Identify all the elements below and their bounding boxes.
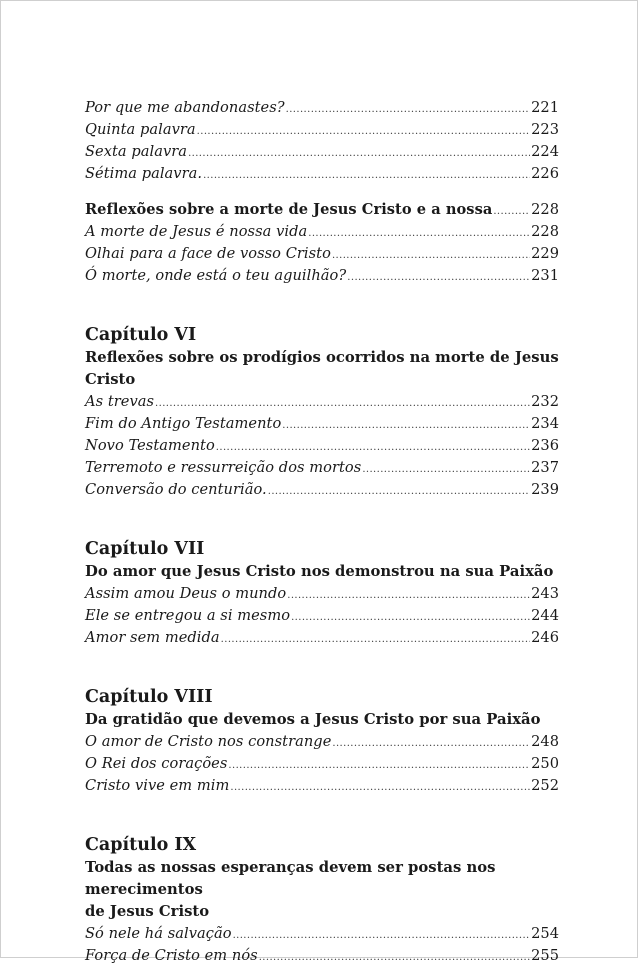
toc-entry-page: 231 [531, 267, 559, 284]
toc-section-heading-label: Reflexões sobre a morte de Jesus Cristo e a nossa [85, 201, 493, 218]
toc-entry-label: Ó morte, onde está o teu aguilhão? [85, 267, 347, 284]
toc-entry [85, 163, 559, 185]
toc-entry-page: 254 [531, 925, 559, 942]
dot-leader [155, 393, 530, 415]
toc-entry-label: O amor de Cristo nos constrange [85, 733, 332, 750]
dot-leader [308, 223, 530, 245]
toc-entry-label: Sétima palavra. [85, 165, 203, 182]
toc-entry-page: 232 [531, 393, 559, 410]
toc-entry-page: 246 [531, 629, 559, 646]
toc-entry [85, 605, 559, 627]
toc-entry [85, 265, 559, 287]
dot-leader [347, 267, 530, 289]
toc-entry [85, 627, 559, 649]
toc-entry [85, 97, 559, 119]
toc-entry [85, 945, 559, 967]
toc-entry-page: 237 [531, 459, 559, 476]
spacer [85, 649, 559, 685]
dot-leader [332, 733, 530, 755]
toc-entry-label: O Rei dos corações [85, 755, 228, 772]
chapter-subtitle: Da gratidão que devemos a Jesus Cristo por sua Paixão [85, 711, 541, 728]
toc-entry [85, 583, 559, 605]
toc-entry-label: Fim do Antigo Testamento [85, 415, 282, 432]
toc-entry [85, 753, 559, 775]
toc-entry [85, 243, 559, 265]
toc-entry [85, 479, 559, 501]
toc-entry-label: Conversão do centurião. [85, 481, 267, 498]
dot-leader [221, 629, 530, 651]
toc-entry [85, 141, 559, 163]
toc-entry-page: 229 [531, 245, 559, 262]
toc-entry-page: 252 [531, 777, 559, 794]
toc-entry-page: 221 [531, 99, 559, 116]
toc-entry-label: Força de Cristo em nós [85, 947, 258, 964]
toc-entry-label: Sexta palavra [85, 143, 188, 160]
chapter-subtitle: Todas as nossas esperanças devem ser postas nos merecimentos [85, 859, 496, 898]
toc-section-heading [85, 199, 559, 221]
chapter-subtitle: de Jesus Cristo [85, 903, 210, 920]
dot-leader [203, 165, 530, 187]
toc-entry-page: 228 [531, 223, 559, 240]
dot-leader [268, 481, 530, 503]
chapter-title: Capítulo VII [85, 539, 205, 559]
toc-entry-page: 248 [531, 733, 559, 750]
table-of-contents [85, 97, 559, 967]
dot-leader [228, 755, 530, 777]
toc-entry-label: Quinta palavra [85, 121, 196, 138]
toc-entry-page: 255 [531, 947, 559, 964]
toc-entry [85, 435, 559, 457]
toc-entry-label: As trevas [85, 393, 155, 410]
dot-leader [230, 777, 530, 799]
toc-entry-label: Novo Testamento [85, 437, 215, 454]
toc-entry-page: 226 [531, 165, 559, 182]
toc-entry-label: A morte de Jesus é nossa vida [85, 223, 308, 240]
toc-entry-page: 244 [531, 607, 559, 624]
dot-leader [286, 99, 531, 121]
toc-entry [85, 413, 559, 435]
spacer [85, 501, 559, 537]
chapter-title: Capítulo VIII [85, 687, 213, 707]
toc-entry [85, 457, 559, 479]
dot-leader [332, 245, 530, 267]
toc-entry-label: Olhai para a face de vosso Cristo [85, 245, 331, 262]
toc-entry [85, 775, 559, 797]
dot-leader [197, 121, 530, 143]
spacer [85, 287, 559, 323]
toc-entry-label: Ele se entregou a si mesmo [85, 607, 291, 624]
chapter-title: Capítulo VI [85, 325, 197, 345]
toc-entry [85, 923, 559, 945]
toc-entry-page: 224 [531, 143, 559, 160]
toc-entry-label: Só nele há salvação [85, 925, 232, 942]
toc-entry-label: Cristo vive em mim [85, 777, 230, 794]
toc-entry [85, 731, 559, 753]
toc-entry-page: 243 [531, 585, 559, 602]
chapter-title: Capítulo IX [85, 835, 197, 855]
dot-leader [493, 201, 530, 223]
dot-leader [291, 607, 530, 629]
chapter-subtitle: Do amor que Jesus Cristo nos demonstrou na sua Paixão [85, 563, 554, 580]
spacer [85, 797, 559, 833]
toc-entry [85, 391, 559, 413]
dot-leader [282, 415, 530, 437]
toc-entry-label: Assim amou Deus o mundo [85, 585, 287, 602]
toc-section-heading-page: 228 [531, 201, 559, 218]
dot-leader [362, 459, 530, 481]
toc-entry-label: Por que me abandonastes? [85, 99, 285, 116]
dot-leader [216, 437, 530, 459]
toc-entry-label: Amor sem medida [85, 629, 220, 646]
dot-leader [259, 947, 530, 969]
spacer [85, 185, 559, 199]
toc-entry [85, 221, 559, 243]
chapter-subtitle: Reflexões sobre os prodígios ocorridos na morte de Jesus Cristo [85, 349, 559, 388]
toc-entry-page: 236 [531, 437, 559, 454]
dot-leader [188, 143, 530, 165]
toc-entry-page: 234 [531, 415, 559, 432]
toc-entry-label: Terremoto e ressurreição dos mortos [85, 459, 362, 476]
toc-entry-page: 239 [531, 481, 559, 498]
toc-entry [85, 119, 559, 141]
toc-entry-page: 250 [531, 755, 559, 772]
dot-leader [287, 585, 530, 607]
toc-entry-page: 223 [531, 121, 559, 138]
dot-leader [233, 925, 531, 947]
